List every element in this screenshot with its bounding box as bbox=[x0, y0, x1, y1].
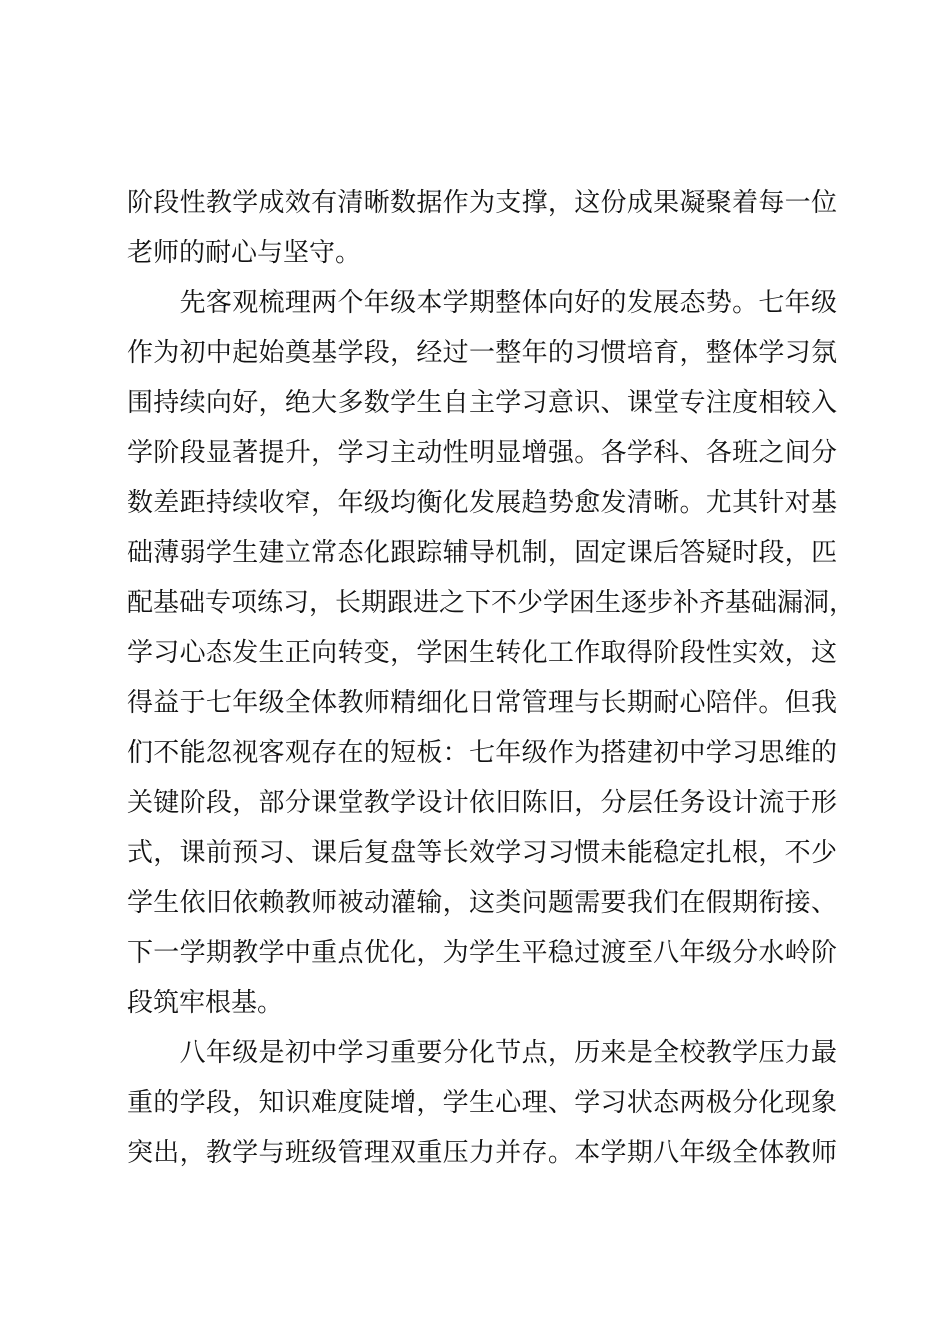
text-line: 阶段性教学成效有清晰数据作为支撑，这份成果凝聚着每一位 bbox=[127, 188, 837, 218]
text-line: 关键阶段，部分课堂教学设计依旧陈旧，分层任务设计流于形 bbox=[127, 788, 837, 818]
text-line: 突出，教学与班级管理双重压力并存。本学期八年级全体教师 bbox=[127, 1138, 837, 1168]
text-line: 学生依旧依赖教师被动灌输，这类问题需要我们在假期衔接、 bbox=[127, 888, 837, 918]
text-line: 式，课前预习、课后复盘等长效学习习惯未能稳定扎根，不少 bbox=[127, 838, 837, 868]
body-text bbox=[127, 178, 856, 1178]
text-line: 段筑牢根基。 bbox=[127, 988, 284, 1018]
text-line: 围持续向好，绝大多数学生自主学习意识、课堂专注度相较入 bbox=[127, 388, 837, 418]
text-line: 学习心态发生正向转变，学困生转化工作取得阶段性实效，这 bbox=[127, 638, 837, 668]
text-line: 配基础专项练习，长期跟进之下不少学困生逐步补齐基础漏洞， bbox=[127, 588, 856, 618]
text-line: 得益于七年级全体教师精细化日常管理与长期耐心陪伴。但我 bbox=[127, 688, 837, 718]
text-line: 础薄弱学生建立常态化跟踪辅导机制，固定课后答疑时段，匹 bbox=[127, 538, 837, 568]
text-line: 数差距持续收窄，年级均衡化发展趋势愈发清晰。尤其针对基 bbox=[127, 488, 837, 518]
text-line: 老师的耐心与坚守。 bbox=[127, 238, 362, 268]
text-line: 作为初中起始奠基学段，经过一整年的习惯培育，整体学习氛 bbox=[127, 338, 837, 368]
text-line: 八年级是初中学习重要分化节点，历来是全校教学压力最 bbox=[127, 1038, 837, 1068]
text-line: 下一学期教学中重点优化，为学生平稳过渡至八年级分水岭阶 bbox=[127, 938, 837, 968]
text-line: 学阶段显著提升，学习主动性明显增强。各学科、各班之间分 bbox=[127, 438, 837, 468]
text-line: 先客观梳理两个年级本学期整体向好的发展态势。七年级 bbox=[127, 288, 837, 318]
text-line: 们不能忽视客观存在的短板：七年级作为搭建初中学习思维的 bbox=[127, 738, 837, 768]
text-line: 重的学段，知识难度陡增，学生心理、学习状态两极分化现象 bbox=[127, 1088, 837, 1118]
